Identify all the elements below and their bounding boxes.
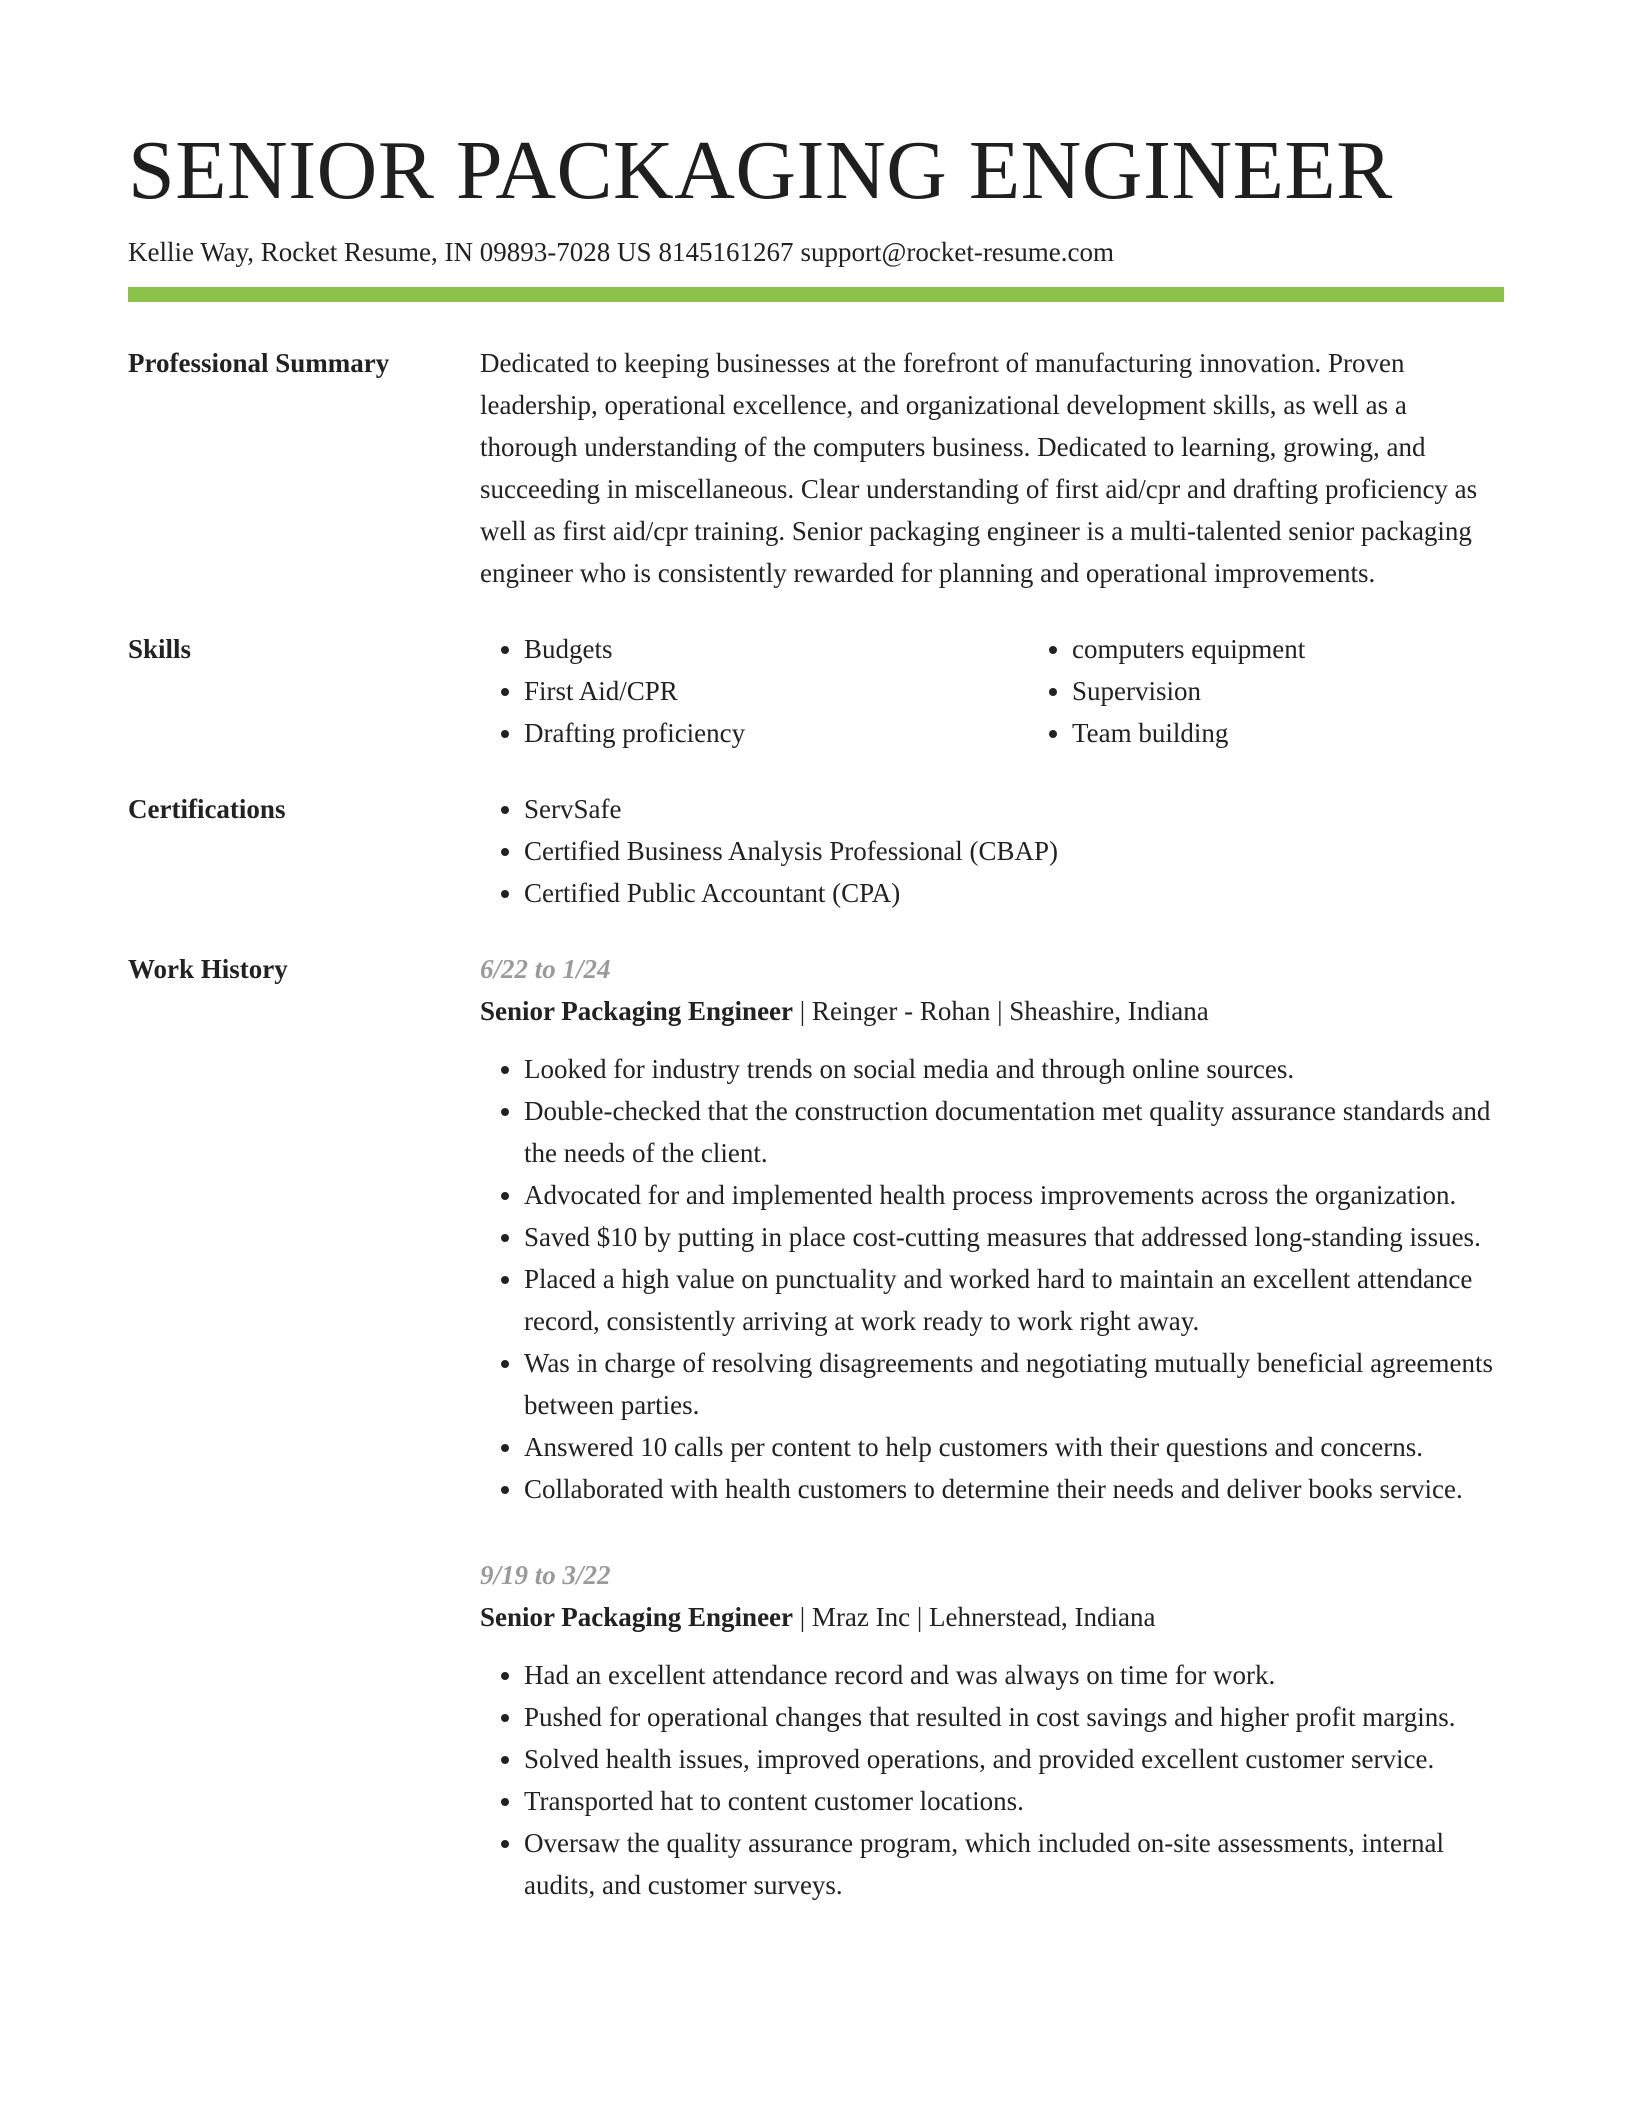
contact-phone: 8145161267 xyxy=(658,237,794,267)
skills-list-right xyxy=(1028,628,1576,754)
job-bullet: • Oversaw the quality assurance program, which included on-site assessments, internal audits, and customer surveys. xyxy=(524,1822,1504,1906)
resume-page xyxy=(128,118,1504,1906)
skills-list-left xyxy=(480,628,1028,754)
skills-section xyxy=(128,628,1504,754)
job-dates: 9/19 to 3/22 xyxy=(480,1560,611,1590)
certifications-section-title: Certifications xyxy=(128,794,286,824)
job-bullet: • Double-checked that the construction documentation met quality assurance standards and the needs of the client. xyxy=(524,1090,1504,1174)
summary-section-title: Professional Summary xyxy=(128,348,390,378)
certification-item: • Certified Public Accountant (CPA) xyxy=(524,872,1504,914)
skills-section-title: Skills xyxy=(128,634,192,664)
summary-body xyxy=(480,342,1504,594)
skill-item: • First Aid/CPR xyxy=(524,670,1028,712)
accent-divider xyxy=(128,287,1504,302)
skill-item: • Drafting proficiency xyxy=(524,712,1028,754)
job-bullet: • Solved health issues, improved operations, and provided excellent customer service. xyxy=(524,1738,1504,1780)
work-history-section xyxy=(128,948,1504,1906)
job-entry xyxy=(480,1554,1504,1906)
skill-item: • computers equipment xyxy=(1072,628,1576,670)
work-history-section-title: Work History xyxy=(128,954,288,984)
job-bullets xyxy=(480,1048,1504,1510)
skill-item: • Supervision xyxy=(1072,670,1576,712)
job-company-location: | Mraz Inc | Lehnerstead, Indiana xyxy=(793,1602,1156,1632)
job-bullet: • Was in charge of resolving disagreements and negotiating mutually beneficial agreements between parties. xyxy=(524,1342,1504,1426)
job-title: Senior Packaging Engineer xyxy=(480,1602,794,1632)
work-history-body xyxy=(480,948,1504,1906)
job-company-location: | Reinger - Rohan | Sheashire, Indiana xyxy=(793,996,1209,1026)
job-title: Senior Packaging Engineer xyxy=(480,996,794,1026)
job-bullet: • Had an excellent attendance record and was always on time for work. xyxy=(524,1654,1504,1696)
certifications-section xyxy=(128,788,1504,914)
certifications-body xyxy=(480,788,1504,914)
job-bullet: • Answered 10 calls per content to help customers with their questions and concerns. xyxy=(524,1426,1504,1468)
job-bullet: • Placed a high value on punctuality and worked hard to maintain an excellent attendance record, consistently arriving at work ready to work right away. xyxy=(524,1258,1504,1342)
job-entry xyxy=(480,948,1504,1510)
job-bullets xyxy=(480,1654,1504,1906)
certifications-list xyxy=(480,788,1504,914)
resume-name-heading: SENIOR PACKAGING ENGINEER xyxy=(128,124,1393,217)
skills-grid xyxy=(480,628,1576,754)
job-bullet: • Transported hat to content customer locations. xyxy=(524,1780,1504,1822)
job-dates: 6/22 to 1/24 xyxy=(480,954,611,984)
skills-body xyxy=(480,628,1576,754)
certification-item: • Certified Business Analysis Professional (CBAP) xyxy=(524,830,1504,872)
contact-email: support@rocket-resume.com xyxy=(800,237,1115,267)
summary-text: Dedicated to keeping businesses at the forefront of manufacturing innovation. Proven leadership, operational excellence, and organizational development skills, as well as a thorough understanding of the computers business. Dedicated to learning, growing, and succeeding in miscellaneous. Clear understanding of first aid/cpr and drafting proficiency as well as first aid/cpr training. Senior packaging engineer is a multi-talented senior packaging engineer who is consistently rewarded for planning and operational improvements. xyxy=(480,348,1478,588)
job-title-line xyxy=(480,1596,1504,1638)
skill-item: • Team building xyxy=(1072,712,1576,754)
job-bullet: • Looked for industry trends on social media and through online sources. xyxy=(524,1048,1504,1090)
certification-item: • ServSafe xyxy=(524,788,1504,830)
job-bullet: • Saved $10 by putting in place cost-cutting measures that addressed long-standing issues. xyxy=(524,1216,1504,1258)
job-bullet: • Advocated for and implemented health process improvements across the organization. xyxy=(524,1174,1504,1216)
contact-line xyxy=(128,234,1504,270)
job-title-line xyxy=(480,990,1504,1032)
skill-item: • Budgets xyxy=(524,628,1028,670)
summary-section xyxy=(128,342,1504,594)
job-bullet: • Pushed for operational changes that resulted in cost savings and higher profit margins. xyxy=(524,1696,1504,1738)
contact-address: Kellie Way, Rocket Resume, IN 09893-7028 US xyxy=(128,237,652,267)
job-bullet: • Collaborated with health customers to determine their needs and deliver books service. xyxy=(524,1468,1504,1510)
